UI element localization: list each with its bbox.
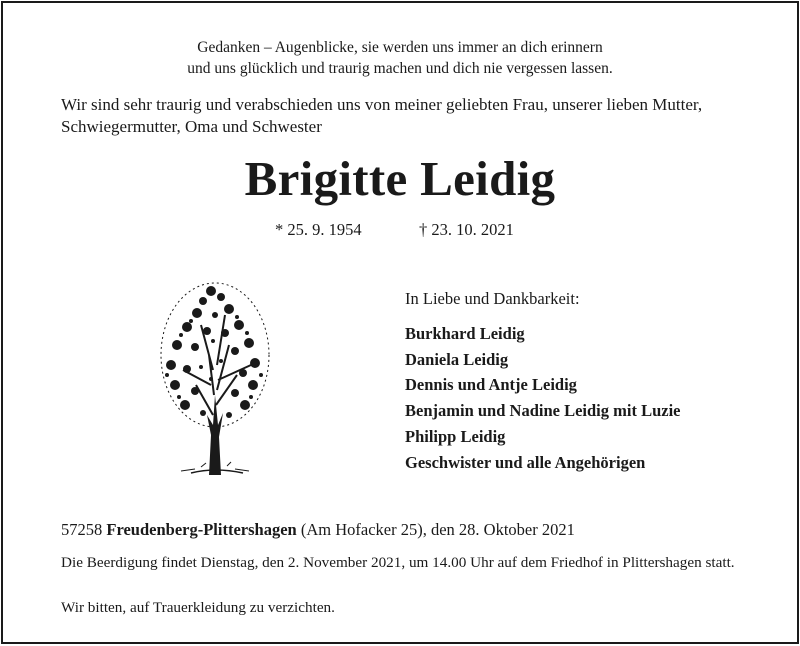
mourner-name: Burkhard Leidig bbox=[405, 324, 525, 343]
mourners-list bbox=[405, 321, 681, 475]
town-name: Freudenberg-Plittershagen bbox=[106, 520, 297, 539]
deceased-name: Brigitte Leidig bbox=[244, 151, 556, 206]
motto-line-2: und uns glücklich und traurig machen und dich nie vergessen lassen. bbox=[187, 60, 613, 77]
mourners-heading: In Liebe und Dankbarkeit: bbox=[405, 289, 580, 308]
mourner-name: Daniela Leidig bbox=[405, 349, 509, 369]
motto bbox=[3, 37, 797, 79]
postal-code: 57258 bbox=[61, 520, 103, 539]
mourner-name: Geschwister und alle Angehörigen bbox=[405, 452, 646, 472]
mourner-name: Benjamin und Nadine Leidig mit Luzie bbox=[405, 401, 681, 421]
funeral-notice: Die Beerdigung findet Dienstag, den 2. November 2021, um 14.00 Uhr auf dem Friedhof in Plittershagen statt. bbox=[61, 554, 735, 571]
address-date: (Am Hofacker 25), den 28. Oktober 2021 bbox=[300, 520, 575, 539]
attire-notice: Wir bitten, auf Trauerkleidung zu verzichten. bbox=[61, 599, 335, 616]
mourner-name: Philipp Leidig bbox=[405, 426, 506, 446]
death-date: † 23. 10. 2021 bbox=[419, 220, 514, 239]
birth-date: * 25. 9. 1954 bbox=[275, 220, 362, 239]
mourner-name: Dennis und Antje Leidig bbox=[405, 375, 577, 395]
tree-icon bbox=[151, 275, 279, 475]
motto-line-1: Gedanken – Augenblicke, sie werden uns immer an dich erinnern bbox=[197, 39, 603, 56]
intro-text: Wir sind sehr traurig und verabschieden uns von meiner geliebten Frau, unserer lieben Mutter, Schwiegermutter, Oma und Schwester bbox=[61, 95, 703, 136]
place-date-line bbox=[61, 519, 575, 541]
obituary-card bbox=[1, 1, 799, 644]
